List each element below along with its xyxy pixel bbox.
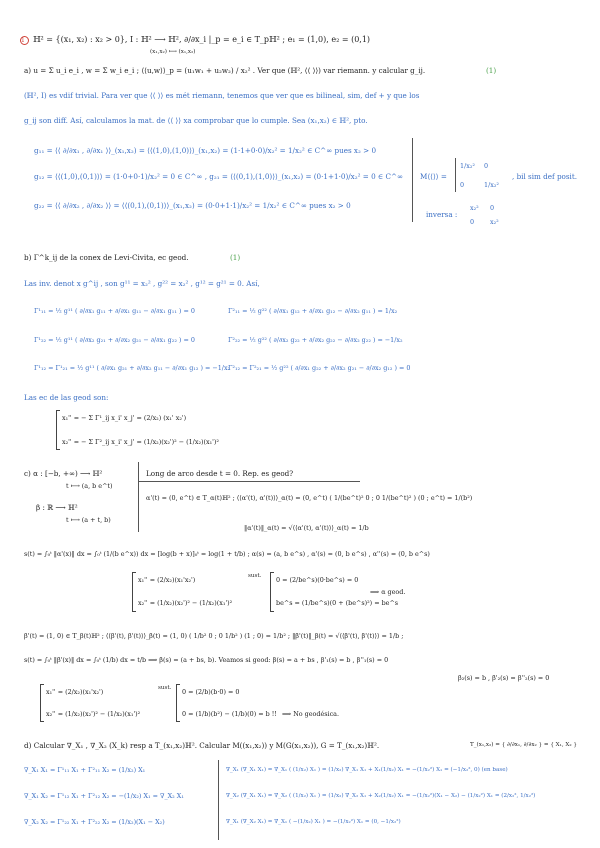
part-a-tag: (1)	[486, 66, 497, 75]
beta-geod-conclusion: ⟹ No geodésica.	[282, 710, 340, 718]
second-derivative-1: ∇_X₁ (∇_X₁ X₁) = ∇_X₁ ( (1/x₂) X₁ ) = (1/x₂) ∇_X₁ X₁ + X₁(1/x₂) X₁ = −(1/x₂²) X₁ = (−1/x₂², 0) (en base)	[226, 767, 508, 773]
part-d-question: d) Calcular ∇_X₁ , ∇_X₂ (X_k) resp a T_(x₁,x₂)ℍ². Calcular M((x₁,x₂)) y M(G(x₁,x₂)), G = T_(x₁,x₂)ℍ².	[24, 741, 380, 750]
check-brace	[270, 572, 274, 612]
beta-check-brace	[176, 684, 180, 722]
matrix-a12: 0	[484, 162, 489, 170]
part-a-question: a) u = Σ u_i e_i , w = Σ w_i e_i ; ⟨⟨u,w⟩⟩_p = (u₁w₁ + u₂w₂) / x₂² . Ver que (ℍ², ⟨⟨ ⟩⟩) var riemann. y calcular g_ij.	[24, 66, 426, 75]
matrix-label: M⟨⟨⟩⟩ =	[420, 172, 447, 181]
geodesic-eq-1: x₁'' = − Σ Γ¹_ij x_i' x_j' = (2/x₂) (x₁' x₂')	[62, 414, 187, 422]
inverse-a22: x₂²	[490, 218, 499, 226]
inverse-a21: 0	[470, 218, 475, 226]
christoffel-111: Γ¹₁₁ = ½ g¹¹ ( ∂/∂x₁ g₁₁ + ∂/∂x₁ g₁₁ − ∂/∂x₁ g₁₁ ) = 0	[34, 307, 195, 315]
christoffel-211: Γ²₁₁ = ½ g²² ( ∂/∂x₁ g₁₂ + ∂/∂x₁ g₁₂ − ∂/∂x₂ g₁₁ ) = 1/x₂	[228, 307, 398, 315]
christoffel-212: Γ²₁₂ = Γ²₂₁ = ½ g²² ( ∂/∂x₁ g₂₂ + ∂/∂x₂ g₂₁ − ∂/∂x₂ g₁₂ ) = 0	[228, 364, 411, 372]
exercise-number: 1	[21, 37, 25, 44]
alpha-map: t ⟼ (a, b e^t)	[66, 482, 113, 490]
g22-line: g₂₂ = ⟨⟨ ∂/∂x₂ , ∂/∂x₂ ⟩⟩ = ⟨⟨(0,1),(0,1)⟩⟩_(x₁,x₂) = (0·0+1·1)/x₂² = 1/x₂² ∈ C^∞ pues x₂ > 0	[34, 201, 351, 210]
alpha-def: c) α : [−b, +∞) ⟶ ℍ²	[24, 469, 103, 478]
part-c-question: Long de arco desde t = 0. Rep. es geod?	[146, 469, 294, 478]
part-c-separator-v	[138, 462, 139, 532]
check-eq-1: 0 = (2/be^s)(0·be^s) = 0	[276, 576, 359, 584]
header-definition: ℍ² = {(x₁, x₂) : x₂ > 0}, I : ℍ² ⟶ ℍ², ∂/∂x_i |_p = e_i ∈ T_pℍ² ; e₁ = (1,0), e₂ = (0,1)	[33, 35, 371, 44]
g12-line: g₁₂ = ⟨⟨(1,0),(0,1)⟩⟩ = (1·0+0·1)/x₂² = 0 ∈ C^∞ , g₂₁ = ⟨⟨(0,1),(1,0)⟩⟩_(x₁,x₂) = (0·1+1·0)/x₂² = 0 ∈ C^∞	[34, 172, 404, 181]
alpha-geod-conclusion: ⟹ α geod.	[370, 588, 406, 596]
alpha-derivative: α'(t) = (0, e^t) ∈ T_α(t)ℍ² ; ⟨⟨α'(t), α'(t)⟩⟩_α(t) = (0, e^t) ( 1/(be^t)² 0 ; 0 1/(be^t)² ) (0 ; e^t) = 1/(b²)	[146, 494, 473, 502]
part-b-tag: (1)	[230, 253, 241, 262]
geodesic-eq-brace	[56, 410, 60, 450]
system-eq-1: x₁'' = (2/x₂)(x₁'x₂')	[138, 576, 196, 584]
beta-def: β : ℝ ⟶ ℍ²	[36, 503, 78, 512]
beta-check-eq-1: 0 = (2/b)(b·0) = 0	[182, 688, 240, 696]
matrix-a21: 0	[460, 181, 465, 189]
geodesic-eq-2: x₂'' = − Σ Γ²_ij x_i' x_j' = (1/x₂)(x₂')² − (1/x₂)(x₁')²	[62, 438, 219, 446]
part-d-separator	[218, 760, 219, 840]
beta-system-eq-1: x₁'' = (2/x₂)(x₁'x₂')	[46, 688, 104, 696]
arc-length-alpha: s(t) = ∫₀ᵗ ‖α'(x)‖ dx = ∫₀ᵗ (1/(b e^x)) dx = [log(b + x)]₀ᵗ = log(1 + t/b) ; α(s) = (a, b e^s) , α'(s) = (0, b e^s) , α''(s) = (0, b e^s)	[24, 550, 430, 558]
part-b-intro: Las inv. denot x g^ij , son g¹¹ = x₂² , g²² = x₂² , g¹² = g²¹ = 0. Así,	[24, 279, 260, 288]
part-a-separator	[412, 138, 413, 222]
check-eq-2: be^s = (1/be^s)(0 + (be^s)²) = be^s	[276, 599, 399, 607]
geodesic-eq-label: Las ec de las geod son:	[24, 393, 109, 402]
part-c-separator-h	[138, 481, 360, 482]
matrix-a22: 1/x₂²	[484, 181, 499, 189]
system-eq-2: x₂'' = (1/x₂)(x₂')² − (1/x₂)(x₁')²	[138, 599, 233, 607]
matrix-a11: 1/x₂²	[460, 162, 475, 170]
part-b-question: b) Γ^k_ij de la conex de Levi-Civita, ec geod.	[24, 253, 189, 262]
beta-system-brace	[40, 684, 44, 722]
g11-line: g₁₁ = ⟨⟨ ∂/∂x₁ , ∂/∂x₁ ⟩⟩_(x₁,x₂) = ⟨⟨(1,0),(1,0)⟩⟩_(x₁,x₂) = (1·1+0·0)/x₂² = 1/x₂² ∈ C^∞ pues x₂ > 0	[34, 146, 377, 155]
part-a-answer-line-1: (ℍ², I) es vdif trivial. Para ver que ⟨⟨ ⟩⟩ es mét riemann, tenemos que ver que es bilineal, sim, def + y que los	[24, 91, 420, 100]
beta-sust-label: sust.	[158, 685, 172, 691]
beta-system-eq-2: x₂'' = (1/x₂)(x₂')² − (1/x₂)(x₁')²	[46, 710, 141, 718]
matrix-note: , bil sim def posit.	[512, 172, 578, 181]
inverse-a12: 0	[490, 204, 495, 212]
system-brace	[132, 572, 136, 612]
second-derivative-3: ∇_X₁ (∇_X₂ X₁) = ∇_X₁ ( −(1/x₂) X₁ ) = −(1/x₂²) X₁ = (0, −1/x₂²)	[226, 819, 401, 825]
beta-second-component: β₂(s) = b , β'₂(s) = β''₂(s) = 0	[458, 674, 550, 682]
header-map: (x₁,x₂) ⟼ (x₁,x₂)	[150, 49, 196, 55]
christoffel-222: Γ²₂₂ = ½ g²² ( ∂/∂x₂ g₂₂ + ∂/∂x₂ g₂₂ − ∂/∂x₂ g₂₂ ) = −1/x₂	[228, 336, 403, 344]
part-d-question-tail: T_(x₁,x₂) = { ∂/∂x₁, ∂/∂x₂ } = { X₁, X₂ }	[470, 742, 577, 748]
inverse-a11: x₂²	[470, 204, 479, 212]
sust-label: sust.	[248, 573, 262, 579]
second-derivative-2: ∇_X₂ (∇_X₁ X₁) = ∇_X₂ ( (1/x₂) X₁ ) = (1/x₂) ∇_X₂ X₁ + X₂(1/x₂) X₁ = −(1/x₂²)(X₁ − X₂) − (1/x₂²) X₁ = (2/x₂², 1/x₂²)	[226, 793, 536, 799]
part-a-answer-line-2: g_ij son diff. Así, calculamos la mat. de ⟨⟨ ⟩⟩ xa comprobar que lo cumple. Sea (x₁,x₂) ∈ ℍ², pto.	[24, 116, 368, 125]
nabla-x1-x2: ∇_X₁ X₂ = Γ¹₁₂ X₁ + Γ²₁₂ X₂ = −(1/x₂) X₁ = ∇_X₂ X₁	[24, 792, 184, 800]
nabla-x1-x1: ∇_X₁ X₁ = Γ¹₁₁ X₁ + Γ²₁₁ X₂ = (1/x₂) X₁	[24, 766, 146, 774]
inverse-label: inversa :	[426, 210, 458, 219]
alpha-norm: ‖α'(t)‖_α(t) = √⟨⟨α'(t), α'(t)⟩⟩_α(t) = 1/b	[244, 524, 369, 532]
beta-derivative: β'(t) = (1, 0) ∈ T_β(t)ℍ² ; ⟨⟨β'(t), β'(t)⟩⟩_β(t) = (1, 0) ( 1/b² 0 ; 0 1/b² ) (1 ; 0) = 1/b² ; ‖β'(t)‖_β(t) = √⟨⟨β'(t), β'(t)⟩⟩ = 1/b ;	[24, 632, 404, 640]
arc-length-beta: s(t) = ∫₀ᵗ ‖β'(x)‖ dx = ∫₀ᵗ (1/b) dx = t/b ⟹ β(s) = (a + bs, b). Veamos si geod: β(s) = a + bs , β'₁(s) = b , β''₁(s) = 0	[24, 656, 389, 664]
christoffel-122: Γ¹₂₂ = ½ g¹¹ ( ∂/∂x₂ g₂₁ + ∂/∂x₂ g₂₁ − ∂/∂x₁ g₂₂ ) = 0	[34, 336, 195, 344]
beta-check-eq-2: 0 = (1/b)(b²) − (1/b)(0) = b !!	[182, 710, 277, 718]
christoffel-112: Γ¹₁₂ = Γ¹₂₁ = ½ g¹¹ ( ∂/∂x₁ g₂₁ + ∂/∂x₂ g₁₁ − ∂/∂x₁ g₁₂ ) = −1/x₂	[34, 364, 231, 372]
nabla-x2-x2: ∇_X₂ X₂ = Γ¹₂₂ X₁ + Γ²₂₂ X₂ = (1/x₂)(X₁ − X₂)	[24, 818, 165, 826]
beta-map: t ⟼ (a + t, b)	[66, 516, 111, 524]
